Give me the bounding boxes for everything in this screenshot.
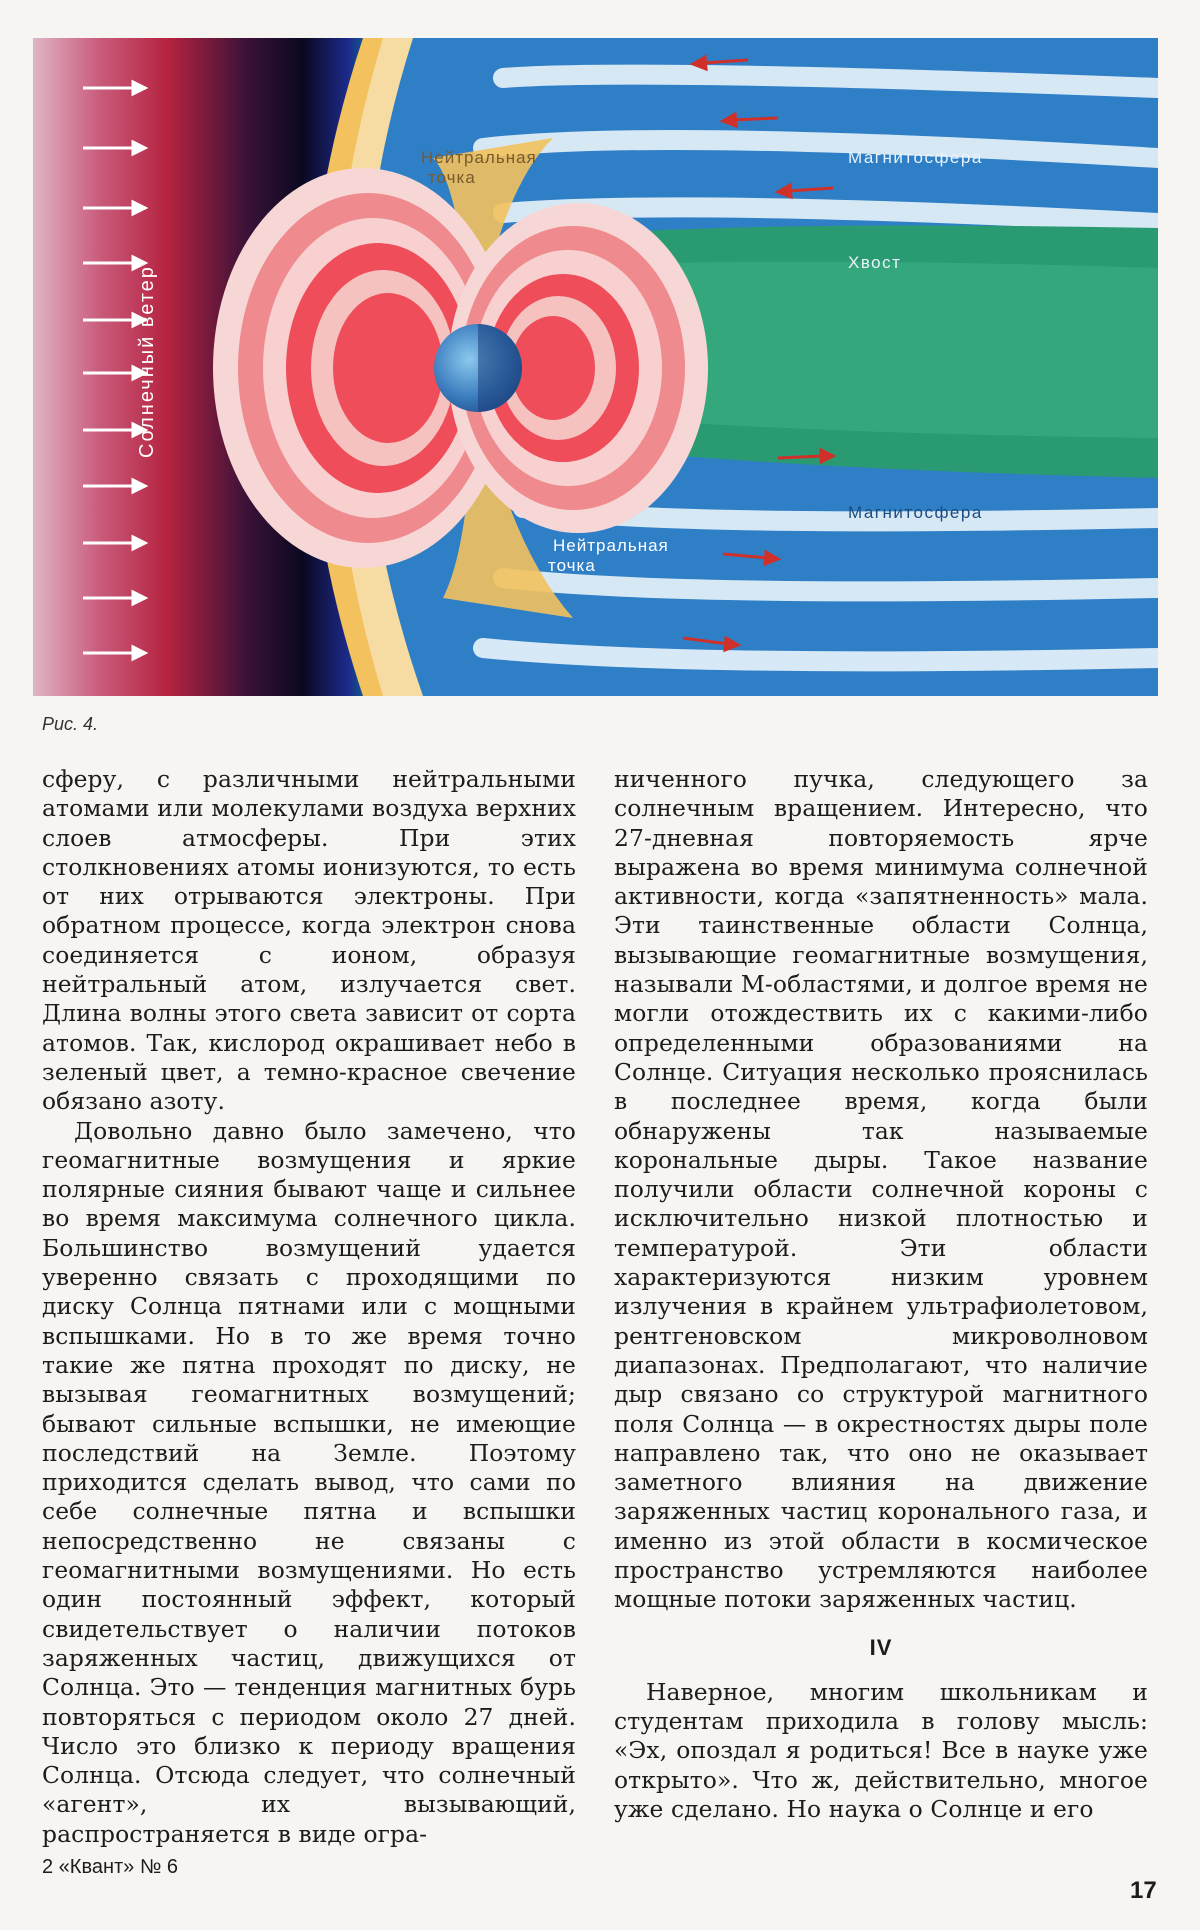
neutral-point-bottom-label-2: точка bbox=[548, 556, 596, 575]
solar-wind-label: Солнечный ветер bbox=[136, 265, 158, 458]
neutral-point-top-label: Нейтральная bbox=[421, 148, 537, 167]
page-number: 17 bbox=[1130, 1877, 1157, 1904]
magnetosphere-figure bbox=[33, 38, 1158, 696]
figure-caption: Рис. 4. bbox=[42, 714, 99, 734]
journal-footer: 2 «Квант» № 6 bbox=[42, 1856, 178, 1878]
neutral-point-top-label-2: точка bbox=[428, 168, 476, 187]
left-column bbox=[42, 765, 576, 1849]
tail-label: Хвост bbox=[848, 253, 902, 272]
magnetosphere-top-label: Магнитосфера bbox=[848, 148, 983, 167]
right-column bbox=[614, 765, 1148, 1824]
right-paragraph-1: ниченного пучка, следующего за солнечным вращением. Интересно, что 27-дневная повторяемость ярче выражена во время минимума солнечной активности, когда «запятненность» мала. Эти таинственные области Солнца, вызывающие геомагнитные возмущения, называли M-областями, и долгое время не могли отождествить их с какими-либо определенными образованиями на Солнце. Ситуация несколько прояснилась в последнее время, когда были обнаружены так называемые корональные дыры. Такое название получили области солнечной короны с исключительно низкой плотностью и температурой. Эти области характеризуются низким уровнем излучения в крайнем ультрафиолетовом, рентгеновском микроволновом диапазонах. Предполагают, что наличие дыр связано со структурой магнитного поля Солнца — в окрестностях дыры поле направлено так, что оно не оказывает заметного влияния на движение заряженных частиц коронального газа, и именно из этой области в космическое пространство устремляются наиболее мощные потоки заряженных частиц. bbox=[614, 765, 1148, 1614]
magnetosphere-diagram bbox=[33, 38, 1158, 696]
section-heading: IV bbox=[869, 1634, 893, 1660]
neutral-point-bottom-label: Нейтральная bbox=[553, 536, 669, 555]
magnetosphere-bottom-label: Магнитосфера bbox=[848, 503, 983, 522]
left-paragraph-2: Довольно давно было замечено, что геомагнитные возмущения и яркие полярные сияния бывают чаще и сильнее во время максимума солнечного цикла. Большинство возмущений удается уверенно связать с проходящими по диску Солнца пятнами или с мощными вспышками. Но в то же время точно такие же пятна проходят по диску, не вызывая геомагнитных возмущений; бывают сильные вспышки, не имеющие последствий на Земле. Поэтому приходится сделать вывод, что сами по себе солнечные пятна и вспышки непосредственно не связаны с геомагнитными возмущениями. Но есть один постоянный эффект, который свидетельствует о наличии потоков заряженных частиц, движущихся от Солнца. Это — тенденция магнитных бурь повторяться с периодом около 27 дней. Число это близко к периоду вращения Солнца. Отсюда следует, что солнечный «агент», их вызывающий, распространяется в виде огра- bbox=[42, 1116, 576, 1848]
right-paragraph-2: Наверное, многим школьникам и студентам приходила в голову мысль: «Эх, опоздал я родиться! Все в науке уже открыто». Что ж, действительно, многое уже сделано. Но наука о Солнце и его bbox=[614, 1677, 1148, 1823]
left-paragraph-1: сферу, с различными нейтральными атомами или молекулами воздуха верхних слоев атмосферы. При этих столкновениях атомы ионизуются, то есть от них отрываются электроны. При обратном процессе, когда электрон снова соединяется с ионом, образуя нейтральный атом, излучается свет. Длина волны этого света зависит от сорта атомов. Так, кислород окрашивает небо в зеленый цвет, а темно-красное свечение обязано азоту. bbox=[42, 765, 576, 1116]
